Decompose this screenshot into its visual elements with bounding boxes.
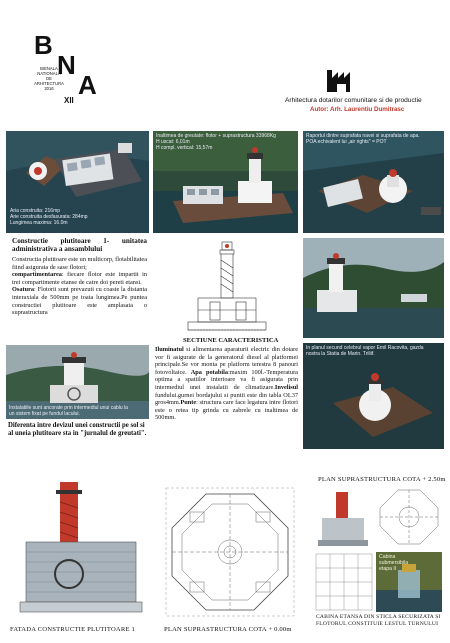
plan-000-drawing [160,482,300,622]
photo-lighthouse-aerial [303,343,444,449]
logo-letter-a: A [78,70,97,100]
section2-text: fundului.gurnei bordajului si puntii este din tabla OL37 gros4mm. [155,391,298,407]
facade-drawing [16,478,146,624]
photo-lighthouse-render [6,345,149,419]
photo-caption: Inaltimea de greutate: flotor + suprastructura 33968Kg H uscat: 6,01m H compl. vertical: 15,57m [156,133,276,151]
small-render-lighthouse [314,488,372,548]
facade-title: FATADA CONSTRUCTIE PLUTITOARE 1 [10,626,136,633]
section2-lead: Punte [180,399,197,407]
section1-lead: Osatura [12,286,35,294]
logo-subtitle-line: BIENALA [40,66,58,71]
section-drawing [180,238,272,336]
section1-text: : fiecare flotor este impartit in trei compartimente etanse de catre doi pereti etansi. [12,271,147,286]
section2-text: : structura care face legatura intre flotori este o retea tip grinda cu zabrele cu inaltimea de 500mm. [155,399,298,422]
cabin-title: CABINA ETANSA DIN STICLA SECURIZATA SI FLOTORUL CONSTITUIE LESTUL TURNULUI [316,614,441,627]
plan-000-title: PLAN SUPRASTRUCTURA COTA + 0.00m [164,626,292,633]
plan-grid-drawing [314,552,374,612]
section2-text: :maxim 100l.-Temperatura optima a spatiilor interioare va fi asigurata prin intermediul unei instalatii de climatizare. [155,368,298,391]
factory-icon [325,64,355,92]
logo-subtitle-line: NATIONALA [37,71,61,76]
plan-250-title: PLAN SUPRASTRUCTURA COTA + 2.50m [318,476,446,483]
cabin-render [376,552,442,612]
section2-heading: SECTIUNE CARACTERISTICA [183,337,279,344]
plan-250-drawing [376,486,442,548]
logo-subtitle-line: 2016 [44,86,54,91]
section2-body [155,346,298,422]
photo-caption: In planul secund celebrul vapor Emil Racovita, gazda nostra la Statia de Marin. Triliif. [306,345,424,357]
logo-subtitle [32,66,66,91]
lighthouse-caption: Diferenta intre devizul unei constructii pe sol si al uneia plutitoare sta in "jurnalul de greutati". [8,422,147,437]
section1-heading: Constructie plutitoare 1- unitatea administrativa a ansamblului [12,237,147,254]
section1-body [12,256,147,317]
photo-caption: Aria construita: 216mp Arie construita desfasurata: 284mp Lungimea maxima: 16.0m [10,208,88,226]
photo-lighthouse-barge [153,131,298,233]
section1-text: : Flotorii sunt prevazuti cu coaste la distanta interaxiala de 500mm pe toata lungimea.Pe puntea constructiei plutitoare este amplasata o suprastructura [12,286,147,317]
section2-lead: Iluminatul [155,346,184,353]
photo-lighthouse-lake [303,238,444,338]
aerial-photo-platform [6,131,149,233]
photo-aerial-dock [303,131,444,233]
section1-text: Constructia plutitoare este un multicorp, flotabilitatea fiind asigurata de sase flotori; [12,256,147,271]
logo-letter-b: B [34,30,53,60]
section2-text: si alimentarea aparaturii electric din dotare vor fi asigurate de la generatorul diesel al platformei principale.Se vor monta pe platform terestra 8 panouri fotovoltaice. [155,346,298,376]
section2-lead: Apa potabila [190,368,229,376]
section-title: Arhitectura dotarilor comunitare si de productie [285,97,422,104]
logo-edition: XII [64,96,74,105]
author-line: Autor: Arh. Laurentiu Dumitrasc [310,106,405,113]
logo-subtitle-line: ARHITECTURA [34,81,64,86]
photo-caption: Instalatiile sunt ancorate prin intermediul unui cablu la un sistem fixat pe fundul lacului. [9,405,128,417]
logo-subtitle-line: DE [46,76,52,81]
photo-caption: Raportul dintre suprafata navei si suprafata de apa. POA echivalent lui „air rights" = POT [306,133,420,145]
bna-logo [30,18,110,118]
logo-letter-n: N [57,50,76,80]
cabin-label: Cabina submersibila etapa II [379,554,409,572]
section2-lead: Invelisul [274,383,298,391]
section1-lead: compartimentarea [12,271,62,279]
